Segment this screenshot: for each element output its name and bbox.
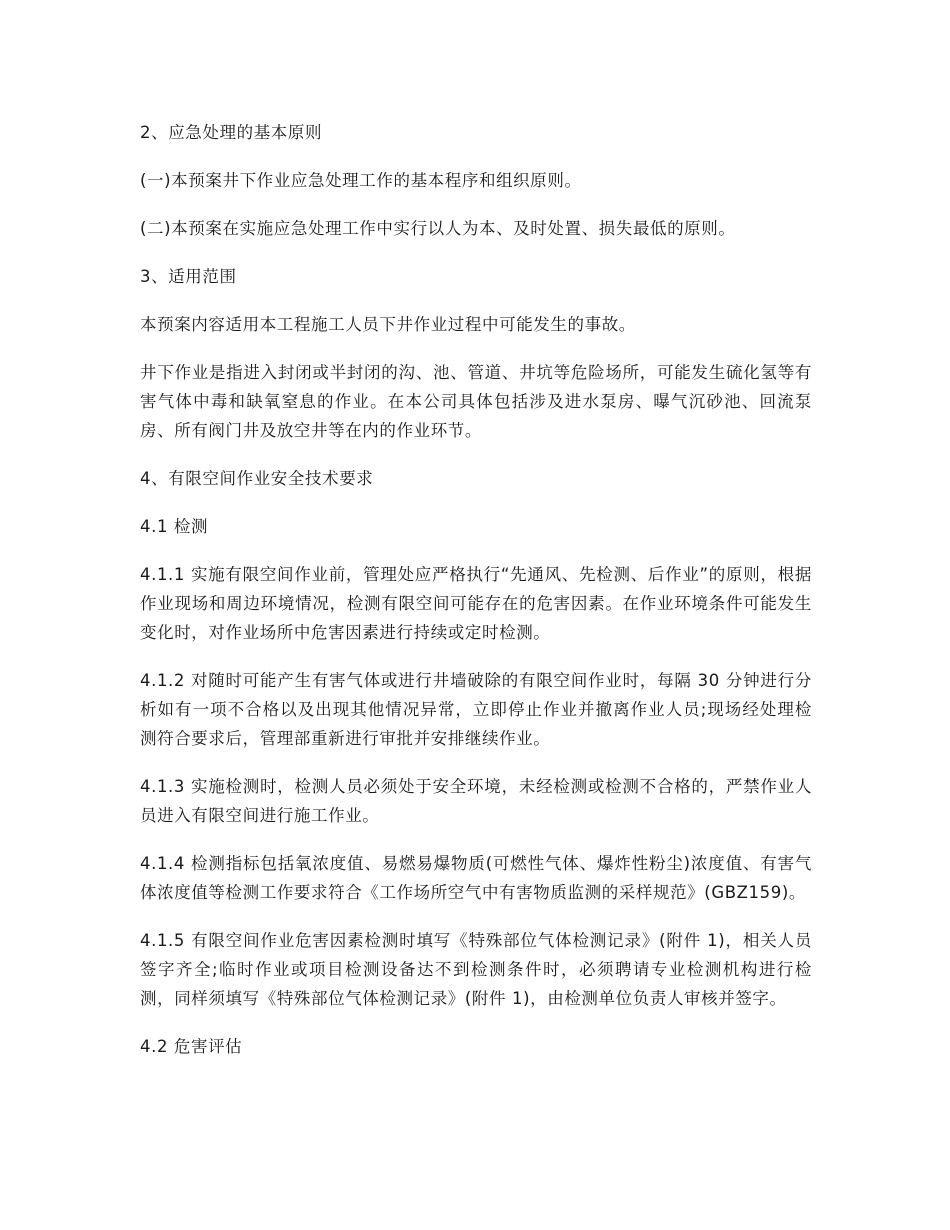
paragraph-scope: 本预案内容适用本工程施工人员下井作业过程中可能发生的事故。 bbox=[140, 315, 636, 334]
section-heading-confined-space: 4、有限空间作业安全技术要求 bbox=[140, 469, 374, 488]
paragraph-4-1-5: 4.1.5 有限空间作业危害因素检测时填写《特殊部位气体检测记录》(附件 1)，相关人员签字齐全;临时作业或项目检测设备达不到检测条件时，必须聘请专业检测机构进行检测，同样须填写《特殊部位气体检测记录》(附件 1)，由检测单位负责人审核并签字。 bbox=[140, 931, 812, 1008]
subsection-heading-detection: 4.1 检测 bbox=[140, 517, 209, 536]
section-heading-emergency-principles: 2、应急处理的基本原则 bbox=[140, 123, 323, 142]
section-heading-scope: 3、适用范围 bbox=[140, 267, 237, 286]
paragraph-4-1-4: 4.1.4 检测指标包括氧浓度值、易燃易爆物质(可燃性气体、爆炸性粉尘)浓度值、有害气体浓度值等检测工作要求符合《工作场所空气中有害物质监测的采样规范》(GBZ159)。 bbox=[140, 854, 812, 902]
paragraph-4-1-2: 4.1.2 对随时可能产生有害气体或进行井墙破除的有限空间作业时，每隔 30 分钟进行分析如有一项不合格以及出现其他情况异常，立即停止作业并撤离作业人员;现场经处理检测符合要求后，管理部重新进行审批并安排继续作业。 bbox=[140, 671, 812, 748]
paragraph-4-1-3: 4.1.3 实施检测时，检测人员必须处于安全环境，未经检测或检测不合格的，严禁作业人员进入有限空间进行施工作业。 bbox=[140, 777, 812, 825]
paragraph-principle-2: (二)本预案在实施应急处理工作中实行以人为本、及时处置、损失最低的原则。 bbox=[140, 219, 736, 238]
paragraph-4-1-1: 4.1.1 实施有限空间作业前，管理处应严格执行“先通风、先检测、后作业”的原则，根据作业现场和周边环境情况，检测有限空间可能存在的危害因素。在作业环境条件可能发生变化时，对作业场所中危害因素进行持续或定时检测。 bbox=[140, 565, 812, 642]
document-body bbox=[140, 118, 812, 1080]
paragraph-underground-definition: 井下作业是指进入封闭或半封闭的沟、池、管道、井坑等危险场所，可能发生硫化氢等有害气体中毒和缺氧窒息的作业。在本公司具体包括涉及进水泵房、曝气沉砂池、回流泵房、所有阀门井及放空井等在内的作业环节。 bbox=[140, 363, 812, 440]
subsection-heading-hazard-assessment: 4.2 危害评估 bbox=[140, 1037, 243, 1056]
paragraph-principle-1: (一)本预案井下作业应急处理工作的基本程序和组织原则。 bbox=[140, 171, 582, 190]
